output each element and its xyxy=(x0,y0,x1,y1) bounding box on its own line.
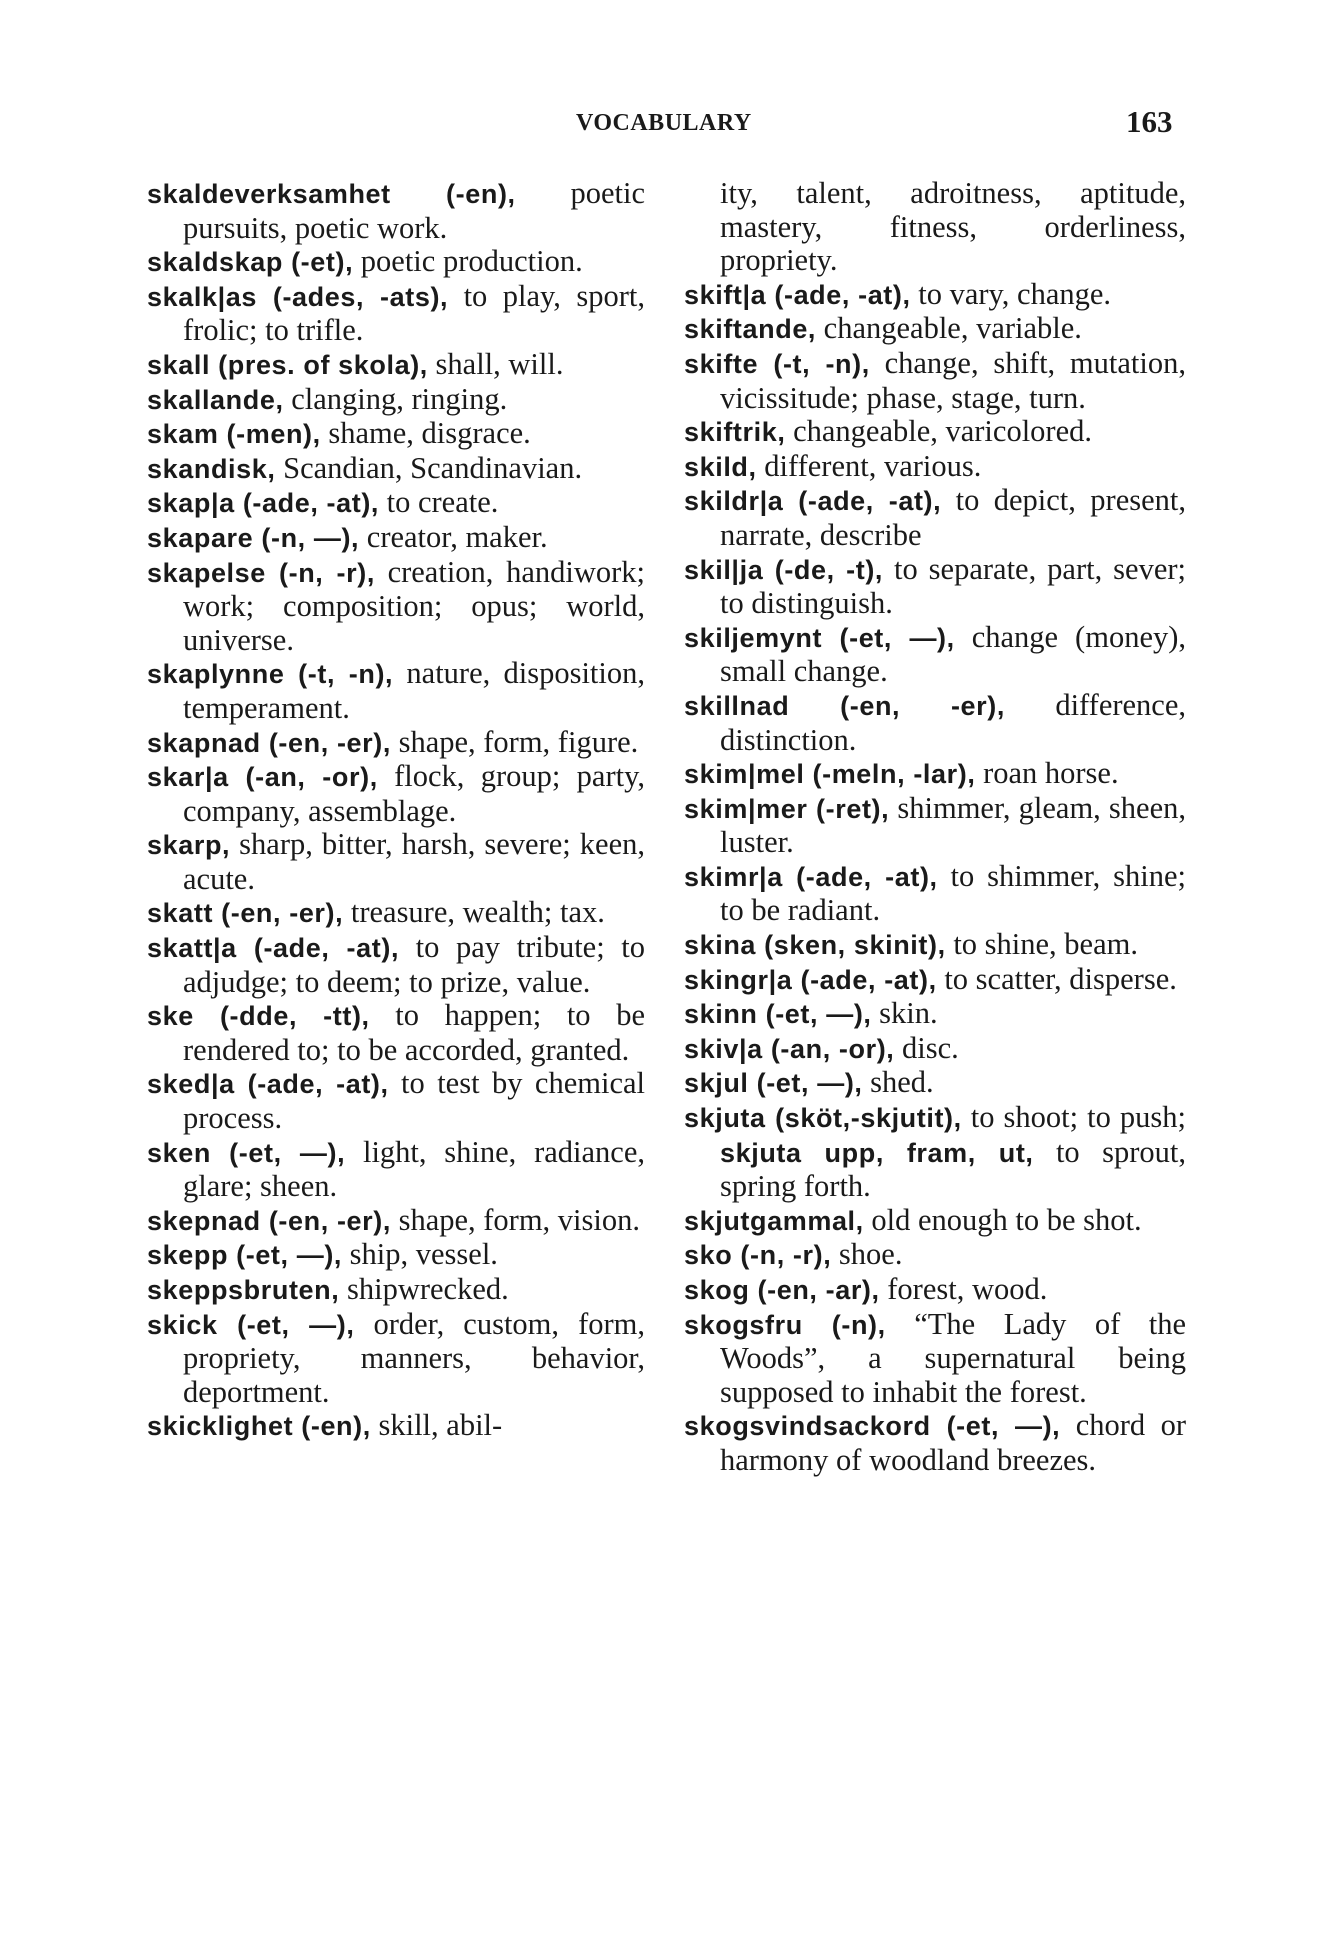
entry-definition: changeable, varicolored. xyxy=(785,414,1092,449)
page-number: 163 xyxy=(1126,104,1173,139)
entry-headword: sko (-n, -r), xyxy=(684,1240,832,1271)
entry-definition: old enough to be shot. xyxy=(863,1202,1142,1237)
entry-definition: to scatter, disperse. xyxy=(936,961,1177,996)
entry-definition: poetic pursuits, poetic work. xyxy=(183,176,645,245)
entry-definition: to play, sport, frolic; to trifle. xyxy=(183,278,645,348)
vocabulary-entry xyxy=(684,450,1186,485)
vocabulary-entry xyxy=(147,1067,645,1135)
entry-definition: shape, form, vision. xyxy=(390,1202,641,1237)
entry-definition: different, various. xyxy=(756,448,982,483)
entry-headword: skepnad (-en, -er), xyxy=(147,1205,391,1236)
entry-definition: shipwrecked. xyxy=(339,1272,509,1306)
entry-definition: light, shine, radiance, glare; sheen. xyxy=(183,1134,645,1204)
vocabulary-entry xyxy=(684,415,1186,450)
right-column xyxy=(684,177,1186,1478)
entry-headword: skaldeverksamhet (-en), xyxy=(147,179,516,209)
vocabulary-entry xyxy=(147,999,645,1067)
entry-headword: skiv|a (-an, -or), xyxy=(684,1033,895,1064)
entry-definition: clanging, ringing. xyxy=(283,381,508,416)
entry-headword: skaldskap (-et), xyxy=(147,247,354,278)
entry-headword: skim|mer (-ret), xyxy=(684,793,890,824)
vocabulary-entry xyxy=(147,657,645,725)
entry-headword: skinn (-et, —), xyxy=(684,999,872,1030)
entry-headword: skick (-et, —), xyxy=(147,1309,355,1340)
vocabulary-entry xyxy=(147,486,645,521)
entry-definition: shimmer, gleam, sheen, luster. xyxy=(720,790,1186,860)
entry-definition: change, shift, mutation, vicissitude; phase, stage, turn. xyxy=(720,345,1186,415)
entry-headword: skiftande, xyxy=(684,314,817,345)
vocabulary-entry xyxy=(147,1238,645,1273)
entry-headword: skall (pres. of skola), xyxy=(147,349,428,380)
entry-headword: skogsvindsackord (-et, —), xyxy=(684,1411,1061,1442)
entry-definition: change (money), small change. xyxy=(720,619,1187,689)
entry-definition: to separate, part, sever; to distinguish. xyxy=(720,551,1186,621)
entry-definition: ship, vessel. xyxy=(342,1237,498,1272)
entry-headword: skogsfru (-n), xyxy=(684,1309,886,1340)
vocabulary-entry xyxy=(684,553,1186,621)
entry-definition: forest, wood. xyxy=(879,1272,1048,1306)
entry-headword: skeppsbruten, xyxy=(147,1275,340,1305)
vocabulary-entry xyxy=(147,521,645,556)
entry-headword: skild, xyxy=(684,451,757,482)
entry-definition: nature, disposition, temperament. xyxy=(183,656,646,725)
vocabulary-entry xyxy=(684,1101,1186,1204)
vocabulary-entry xyxy=(147,452,645,487)
entry-headword: skallande, xyxy=(147,384,284,415)
vocabulary-entry xyxy=(684,963,1186,998)
entry-definition: shame, disgrace. xyxy=(320,416,531,451)
vocabulary-entry xyxy=(147,760,645,828)
entry-headword: skift|a (-ade, -at), xyxy=(684,279,911,310)
entry-definition: shoe. xyxy=(831,1237,903,1272)
entry-headword: skiftrik, xyxy=(684,417,786,448)
vocabulary-entry xyxy=(147,828,645,896)
entry-headword: skifte (-t, -n), xyxy=(684,348,870,379)
running-title: VOCABULARY xyxy=(576,110,752,136)
entry-headword: skar|a (-an, -or), xyxy=(147,762,378,793)
entry-subdefinition: to sprout, spring forth. xyxy=(720,1134,1186,1204)
vocabulary-entry xyxy=(147,417,645,452)
vocabulary-entry xyxy=(684,278,1186,313)
entry-definition: to happen; to be rendered to; to be accorded, granted. xyxy=(183,998,645,1067)
entry-definition: “The Lady of the Woods”, a supernatural being supposed to inhabit the forest. xyxy=(720,1306,1186,1409)
entry-definition: to create. xyxy=(379,485,499,520)
entry-definition: shall, will. xyxy=(427,346,564,381)
entry-definition: changeable, variable. xyxy=(816,311,1082,346)
entry-definition: shed. xyxy=(862,1065,934,1100)
entry-definition: chord or harmony of woodland breezes. xyxy=(720,1408,1186,1477)
entry-headword: skil|ja (-de, -t), xyxy=(684,554,884,585)
entry-headword: skog (-en, -ar), xyxy=(684,1275,880,1305)
entry-definition: order, custom, form, propriety, manners, behavior, deportment. xyxy=(183,1306,645,1409)
vocabulary-entry xyxy=(684,312,1186,347)
vocabulary-entry xyxy=(147,726,645,761)
entry-headword: skepp (-et, —), xyxy=(147,1240,343,1271)
vocabulary-entry xyxy=(684,1409,1186,1477)
entry-headword: skatt|a (-ade, -at), xyxy=(147,933,400,964)
vocabulary-entry xyxy=(147,1409,645,1444)
vocabulary-entry xyxy=(147,280,645,348)
vocabulary-entry xyxy=(684,1066,1186,1101)
entry-definition: disc. xyxy=(894,1030,959,1065)
entry-headword: skjutgammal, xyxy=(684,1205,864,1236)
entry-headword: skimr|a (-ade, -at), xyxy=(684,861,938,892)
entry-definition: treasure, wealth; tax. xyxy=(343,895,605,930)
entry-headword: skildr|a (-ade, -at), xyxy=(684,486,942,517)
vocabulary-entry xyxy=(147,245,645,280)
entry-headword: skandisk, xyxy=(147,453,276,484)
vocabulary-entry xyxy=(684,1308,1186,1410)
vocabulary-entry xyxy=(684,1238,1186,1273)
vocabulary-entry xyxy=(147,1136,645,1204)
vocabulary-entry xyxy=(684,792,1186,860)
entry-headword: skingr|a (-ade, -at), xyxy=(684,964,937,995)
entry-headword: skaplynne (-t, -n), xyxy=(147,659,394,690)
entry-headword: skillnad (-en, -er), xyxy=(684,690,1005,721)
entry-definition: to shimmer, shine; to be radiant. xyxy=(720,858,1187,928)
entry-definition: creator, maker. xyxy=(359,519,548,554)
vocabulary-entry xyxy=(684,347,1186,415)
vocabulary-entry xyxy=(147,556,645,658)
entry-headword: skapare (-n, —), xyxy=(147,522,360,553)
entry-definition: roan horse. xyxy=(975,756,1119,791)
vocabulary-entry xyxy=(147,177,645,245)
entry-headword: skim|mel (-meln, -lar), xyxy=(684,759,976,790)
vocabulary-entry xyxy=(684,621,1186,689)
vocabulary-entry xyxy=(147,348,645,383)
vocabulary-entry xyxy=(684,757,1186,792)
entry-definition: creation, handiwork; work; composition; opus; world, universe. xyxy=(183,554,645,657)
entry-definition: to shine, beam. xyxy=(945,927,1138,962)
vocabulary-entry xyxy=(684,484,1186,552)
vocabulary-entry xyxy=(684,928,1186,963)
entry-headword: skatt (-en, -er), xyxy=(147,898,344,929)
vocabulary-entry xyxy=(684,997,1186,1032)
vocabulary-entry xyxy=(684,1273,1186,1308)
entry-definition: to test by chemical process. xyxy=(183,1066,645,1136)
entry-definition: to depict, present, narrate, describe xyxy=(720,483,1186,552)
left-column xyxy=(147,177,645,1444)
vocabulary-entry xyxy=(684,689,1186,757)
vocabulary-entry xyxy=(147,896,645,931)
entry-definition: Scandian, Scandinavian. xyxy=(275,450,583,485)
entry-headword: skjuta (sköt,-skjutit), xyxy=(684,1103,962,1134)
vocabulary-entry xyxy=(147,383,645,418)
vocabulary-entry xyxy=(684,860,1186,928)
vocabulary-entry xyxy=(147,1273,645,1308)
entry-headword: skalk|as (-ades, -ats), xyxy=(147,281,449,312)
entry-definition: flock, group; party, company, assemblage. xyxy=(183,759,645,828)
entry-subheadword: skjuta upp, fram, ut, xyxy=(720,1137,1034,1168)
entry-definition: skin. xyxy=(871,996,938,1031)
continued-entry-text: ity, talent, adroitness, aptitude, mastery, fitness, orderliness, propriety. xyxy=(720,176,1186,278)
entry-definition: skill, abil- xyxy=(370,1408,503,1443)
entry-definition: difference, distinction. xyxy=(720,687,1186,757)
entry-headword: sked|a (-ade, -at), xyxy=(147,1069,389,1100)
entry-headword: skarp, xyxy=(147,830,231,861)
entry-headword: skam (-men), xyxy=(147,419,321,450)
entry-headword: ske (-dde, -tt), xyxy=(147,1001,370,1032)
entry-definition: shape, form, figure. xyxy=(390,724,639,759)
entry-headword: skicklighet (-en), xyxy=(147,1411,371,1442)
entry-headword: skiljemynt (-et, —), xyxy=(684,622,955,653)
entry-headword: skapelse (-n, -r), xyxy=(147,557,375,588)
entry-headword: sken (-et, —), xyxy=(147,1137,346,1168)
entry-headword: skjul (-et, —), xyxy=(684,1068,863,1099)
entry-headword: skapnad (-en, -er), xyxy=(147,727,391,758)
vocabulary-entry xyxy=(684,1204,1186,1239)
vocabulary-entry xyxy=(147,931,645,999)
entry-headword: skap|a (-ade, -at), xyxy=(147,488,380,519)
entry-definition: sharp, bitter, harsh, severe; keen, acute. xyxy=(183,827,645,896)
entry-definition: to vary, change. xyxy=(910,276,1112,311)
vocabulary-entry xyxy=(684,1032,1186,1067)
entry-headword: skina (sken, skinit), xyxy=(684,930,946,961)
vocabulary-entry xyxy=(147,1308,645,1410)
vocabulary-entry xyxy=(147,1204,645,1239)
entry-definition: to shoot; to push; xyxy=(961,1100,1186,1135)
entry-definition: to pay tribute; to adjudge; to deem; to prize, value. xyxy=(183,930,645,999)
entry-definition: poetic production. xyxy=(353,244,583,279)
